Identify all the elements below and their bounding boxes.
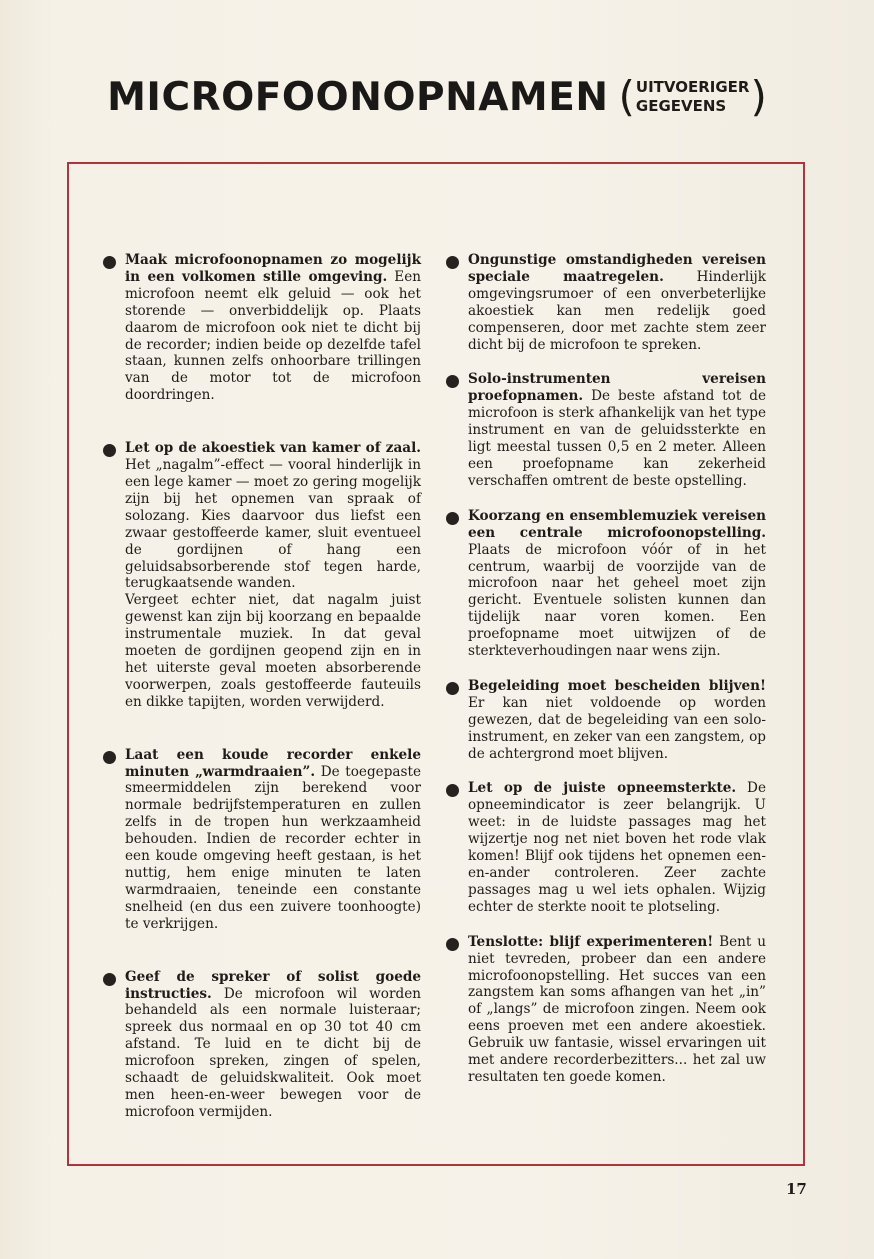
list-item [103, 969, 421, 1121]
title-subtitle: ( UITVOERIGER GEGEVENS ) [618, 72, 767, 121]
item-body: De toegepaste smeermiddelen zijn berekend voor normale bedrijfstemperaturen en zullen zelfs in de tropen hun werkzaamheid behouden. Indien de recorder echter in een koude omgeving heeft gestaan, is het nuttig, hem enige minuten te laten warmdraaien, teneinde een constante snelheid (en dus een zuivere toonhoogte) te verkrijgen. [125, 763, 421, 932]
page-number: 17 [786, 1180, 807, 1198]
title-row [0, 62, 874, 132]
item-heading: Laat een koude recorder enkele minuten „warmdraaien”. [125, 746, 421, 780]
list-item [446, 252, 766, 353]
left-column [103, 252, 421, 1157]
list-item [103, 252, 421, 404]
list-item [446, 508, 766, 660]
list-item [103, 747, 421, 933]
item-body: De microfoon wil worden behandeld als een normale luisteraar; spreek dus normaal en op 30 tot 40 cm afstand. Te luid en te dicht bij de microfoon spreken, zingen of spelen, schaadt de geluidskwaliteit. Ook moet men heen-en-weer bewegen voor de microfoon vermijden. [125, 985, 421, 1120]
item-heading: Let op de juiste opneemsterkte. [468, 780, 737, 797]
bullet-icon [446, 938, 459, 951]
page-title: MICROFOONOPNAMEN [107, 74, 609, 120]
item-heading: Begeleiding moet bescheiden blijven! [468, 677, 766, 694]
item-body: De opneemindicator is zeer belangrijk. U weet: in de luidste passages mag het wijzertje nog net niet boven het rode vlak komen! Blijf ook tijdens het opnemen een-en-ander controleren. Zeer zachte passages mag u wel iets ophalen. Wijzig echter de sterkte nooit te plotseling. [468, 780, 767, 915]
item-body: Het „nagalm”-effect — vooral hinderlijk in een lege kamer — moet zo gering mogelijk zijn bij het opnemen van spraak of solozang. Kies daarvoor dus liefst een zwaar gestoffeerde kamer, sluit eventueel de gordijnen of hang een geluidsabsorberende stof tegen harde, terugkaatsende wanden. [125, 457, 421, 592]
item-heading: Geef de spreker of solist goede instructies. [125, 968, 421, 1002]
item-body: Er kan niet voldoende op worden gewezen, dat de begeleiding van een solo-instrument, en zeker van een zangstem, op de achtergrond moet blijven. [468, 694, 766, 762]
list-item [446, 371, 766, 489]
item-heading: Ongunstige omstandigheden vereisen speciale maatregelen. [468, 252, 766, 285]
item-heading: Solo-instrumenten vereisen proefopnamen. [468, 371, 766, 405]
bullet-icon [103, 973, 116, 986]
item-body: Bent u niet tevreden, probeer dan een andere microfoonopstelling. Het succes van een zangstem kan soms afhangen van het „in” of „langs” de microfoon zingen. Neem ook eens proeven met een andere akoestiek. Gebruik uw fantasie, wissel ervaringen uit met andere recorderbezitters... het zal uw resultaten ten goede komen. [468, 933, 766, 1085]
bullet-icon [103, 751, 116, 764]
bullet-icon [446, 256, 459, 269]
bullet-icon [446, 784, 459, 797]
subtitle-line-1: UITVOERIGER [635, 78, 750, 96]
item-body: De beste afstand tot de microfoon is sterk afhankelijk van het type instrument en van de geluidssterkte en ligt meestal tussen 0,5 en 2 meter. Alleen een proefopname kan zekerheid verschaffen omtrent de beste opstelling. [468, 388, 766, 489]
item-body: Hinderlijk omgevingsrumoer of een onverbeterlijke akoestiek kan men redelijk goed compenseren, door met zachte stem zeer dicht bij de microfoon te spreken. [468, 268, 767, 353]
bullet-icon [446, 682, 459, 695]
item-body: Plaats de microfoon vóór of in het centrum, waarbij de voorzijde van de microfoon naar het geheel moet zijn gericht. Eventuele solisten kunnen dan tijdelijk naar voren komen. Een proefopname moet uitwijzen of de sterkteverhoudingen naar wens zijn. [468, 541, 766, 660]
item-body-continued: Vergeet echter niet, dat nagalm juist gewenst kan zijn bij koorzang en bepaalde instrumentale muziek. In dat geval moeten de gordijnen geopend zijn en in het uiterste geval moeten absorberende voorwerpen, zoals gestoffeerde fauteuils en dikke tapijten, worden verwijderd. [125, 592, 421, 710]
item-heading: Tenslotte: blijf experimenteren! [468, 933, 714, 950]
list-item [446, 934, 766, 1086]
bullet-icon [446, 512, 459, 525]
list-item [446, 678, 766, 763]
item-heading: Maak microfoonopnamen zo mogelijk in een volkomen stille omgeving. [125, 252, 421, 285]
bullet-icon [103, 256, 116, 269]
right-column [446, 252, 766, 1104]
subtitle-line-2: GEGEVENS [635, 97, 727, 115]
item-heading: Koorzang en ensemblemuziek vereisen een centrale microfoonopstelling. [468, 507, 766, 541]
item-body: Een microfoon neemt elk geluid — ook het storende — onverbiddelijk op. Plaats daarom de microfoon ook niet te dicht bij de recorder; indien beide op dezelfde tafel staan, kunnen zelfs onhoorbare trillingen van de motor tot de microfoon doordringen. [125, 268, 421, 404]
item-heading: Let op de akoestiek van kamer of zaal. [125, 440, 421, 457]
bullet-icon [446, 375, 459, 388]
list-item [446, 780, 766, 915]
bullet-icon [103, 444, 116, 457]
list-item [103, 440, 421, 711]
